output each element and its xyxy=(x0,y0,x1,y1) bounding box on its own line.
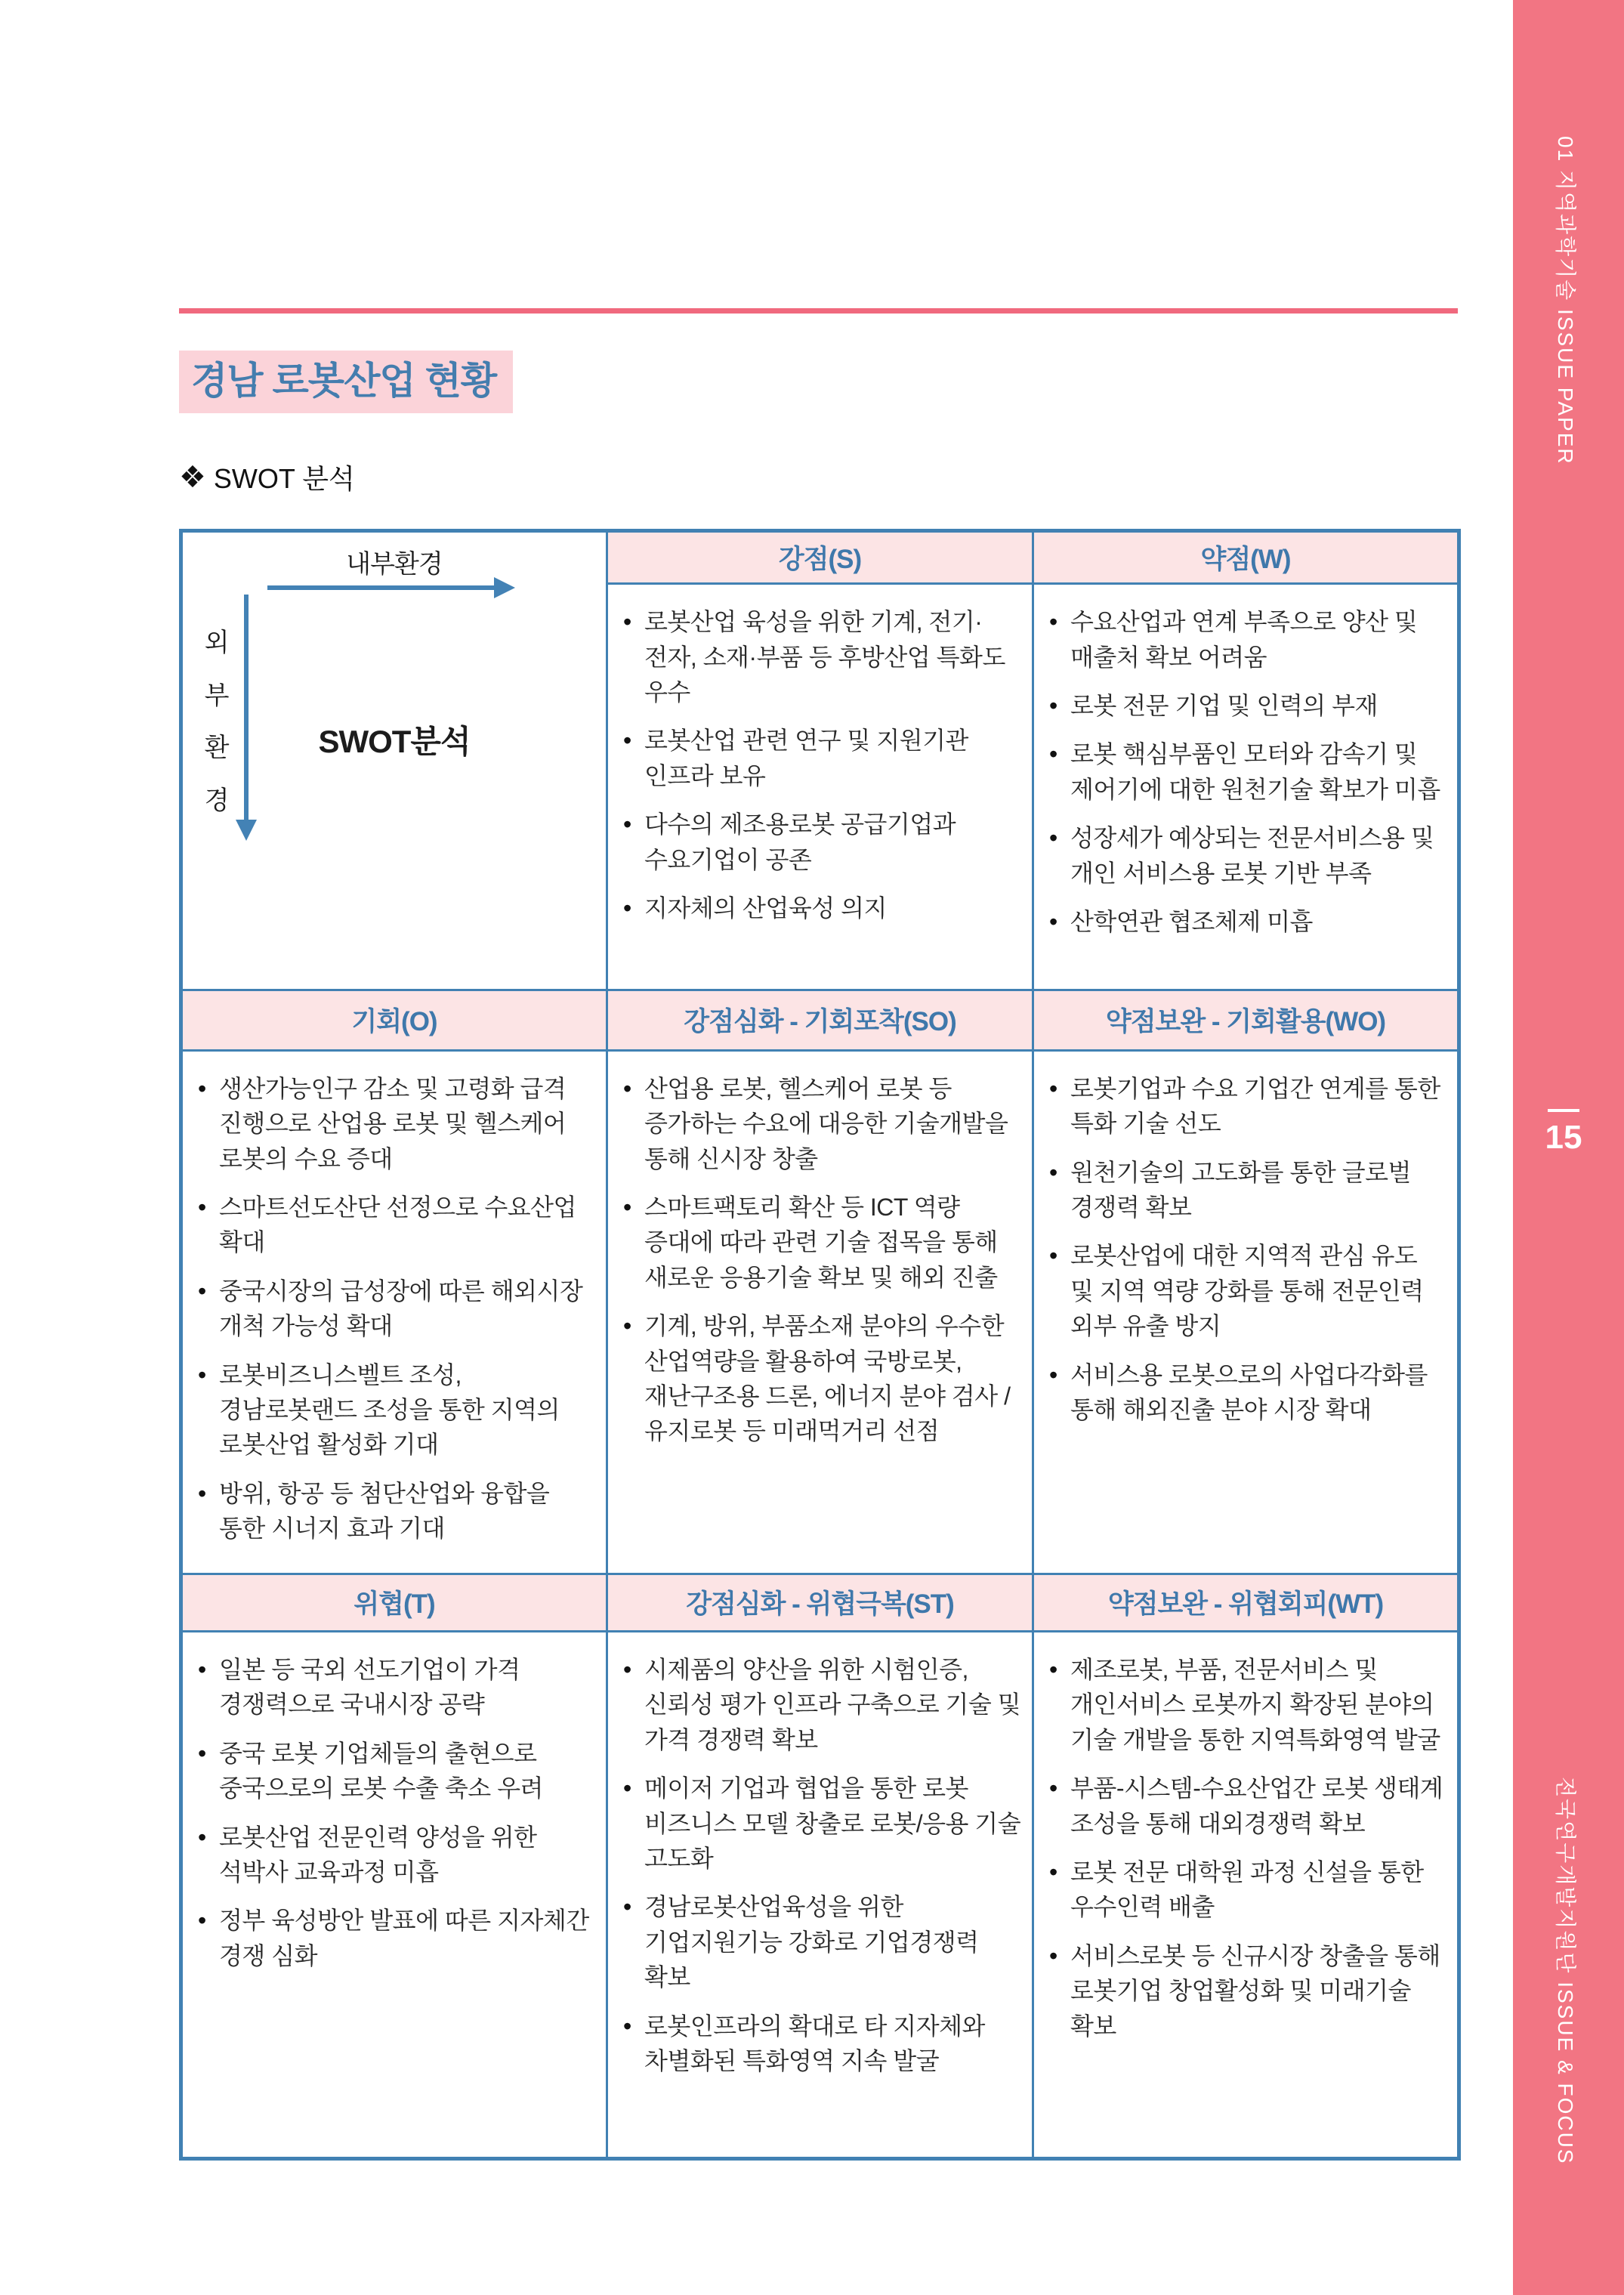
swot-corner-diagram xyxy=(183,533,606,989)
list-item-text: 성장세가 예상되는 전문서비스용 및 개인 서비스용 로봇 기반 부족 xyxy=(1070,824,1434,887)
opportunity-list xyxy=(195,1071,595,1546)
list-item-text: 로봇 전문 대학원 과정 신설을 통한 우수인력 배출 xyxy=(1070,1858,1424,1921)
bullet-icon: • xyxy=(623,1312,631,1340)
bullet-icon: • xyxy=(198,1361,206,1388)
bullet-icon: • xyxy=(198,1823,206,1851)
bullet-icon: • xyxy=(1049,1656,1057,1684)
table-row-header-sw xyxy=(181,531,1459,584)
bullet-icon: • xyxy=(623,1656,631,1684)
list-item xyxy=(1046,604,1446,675)
bullet-icon: • xyxy=(198,1739,206,1767)
list-item-text: 방위, 항공 등 첨단산업와 융합을 통한 시너지 효과 기대 xyxy=(219,1479,550,1543)
list-item-text: 산업용 로봇, 헬스케어 로봇 등 증가하는 수요에 대응한 기술개발을 통해 신시장 창출 xyxy=(644,1074,1008,1172)
list-item xyxy=(195,1736,595,1806)
bullet-icon: • xyxy=(1049,1858,1057,1886)
bullet-icon: • xyxy=(198,1907,206,1935)
header-so: 강점심화 - 기회포착(SO) xyxy=(607,990,1033,1050)
list-item xyxy=(195,1903,595,1973)
list-item-text: 중국시장의 급성장에 따른 해외시장 개척 가능성 확대 xyxy=(219,1277,583,1340)
list-item-text: 로봇산업 육성을 위한 기계, 전기·전자, 소재·부품 등 후방산업 특화도 우수 xyxy=(644,608,1005,706)
list-item xyxy=(620,1652,1021,1757)
list-item xyxy=(620,1071,1021,1176)
bullet-icon: • xyxy=(623,1074,631,1102)
list-item-text: 수요산업과 연계 부족으로 양산 및 매출처 확보 어려움 xyxy=(1070,608,1418,671)
list-item-text: 제조로봇, 부품, 전문서비스 및 개인서비스 로봇까지 확장된 분야의 기술 개발을 통한 지역특화영역 발굴 xyxy=(1070,1656,1440,1753)
wo-list xyxy=(1046,1071,1446,1428)
internal-env-label: 내부환경 xyxy=(346,550,443,579)
bullet-icon: • xyxy=(198,1656,206,1684)
list-item xyxy=(1046,904,1446,939)
bullet-icon: • xyxy=(623,894,631,922)
table-row-header-t xyxy=(181,1574,1459,1631)
bullet-icon: • xyxy=(198,1074,206,1102)
list-item xyxy=(620,807,1021,877)
list-item xyxy=(1046,1358,1446,1428)
list-item-text: 정부 육성방안 발표에 따른 지자체간 경쟁 심화 xyxy=(219,1907,589,1969)
list-item xyxy=(195,1820,595,1890)
sidebar-bottom-label: 전국연구개발지원단 ISSUE & FOCUS xyxy=(1554,1777,1577,2165)
bullet-icon: • xyxy=(623,1775,631,1802)
bullet-icon: • xyxy=(623,1893,631,1921)
header-weakness: 약점(W) xyxy=(1033,531,1459,584)
list-item-text: 로봇산업 전문인력 양성을 위한 석박사 교육과정 미흡 xyxy=(219,1823,537,1886)
cell-threat xyxy=(181,1632,607,2159)
list-item xyxy=(1046,1071,1446,1141)
list-item-text: 기계, 방위, 부품소재 분야의 우수한 산업역량을 활용하여 국방로봇, 재난구조용 드론, 에너지 분야 검사 / 유지로봇 등 미래먹거리 선점 xyxy=(644,1312,1011,1445)
list-item xyxy=(620,1889,1021,1994)
list-item-text: 원천기술의 고도화를 통한 글로벌 경쟁력 확보 xyxy=(1070,1158,1411,1222)
bullet-icon: • xyxy=(198,1479,206,1507)
page-number: 15 xyxy=(1545,1119,1582,1156)
header-wo: 약점보완 - 기회활용(WO) xyxy=(1033,990,1459,1050)
bullet-icon: • xyxy=(1049,608,1057,636)
bullet-icon: • xyxy=(198,1277,206,1305)
wt-list xyxy=(1046,1652,1446,2043)
bullet-icon: • xyxy=(623,1194,631,1222)
top-rule xyxy=(179,308,1458,314)
list-item xyxy=(1046,1238,1446,1343)
list-item xyxy=(195,1274,595,1344)
list-item-text: 로봇기업과 수요 기업간 연계를 통한 특화 기술 선도 xyxy=(1070,1074,1440,1138)
list-item xyxy=(1046,688,1446,723)
list-item-text: 로봇산업 관련 연구 및 지원기관 인프라 보유 xyxy=(644,727,968,789)
list-item-text: 로봇 전문 기업 및 인력의 부재 xyxy=(1070,692,1378,720)
list-item-text: 서비스용 로봇으로의 사업다각화를 통해 해외진출 분야 시장 확대 xyxy=(1070,1361,1428,1423)
page-number-rule xyxy=(1548,1109,1579,1112)
bullet-icon: • xyxy=(1049,824,1057,852)
list-item-text: 스마트팩토리 확산 등 ICT 역량 증대에 따라 관련 기술 접목을 통해 새로운 응용기술 확보 및 해외 진출 xyxy=(644,1194,998,1291)
list-item-text: 로봇산업에 대한 지역적 관심 유도 및 지역 역량 강화를 통해 전문인력 외부 유출 방지 xyxy=(1070,1242,1424,1340)
list-item xyxy=(195,1071,595,1176)
list-item-text: 중국 로봇 기업체들의 출현으로 중국으로의 로봇 수출 축소 우려 xyxy=(219,1739,543,1802)
list-item-text: 지자체의 산업육성 의지 xyxy=(644,894,887,922)
bullet-icon: • xyxy=(1049,740,1057,768)
cell-st xyxy=(607,1632,1033,2159)
header-st: 강점심화 - 위협극복(ST) xyxy=(607,1574,1033,1631)
bullet-icon: • xyxy=(1049,1775,1057,1802)
bullet-icon: • xyxy=(1049,1242,1057,1270)
list-item xyxy=(1046,1652,1446,1757)
list-item-text: 경남로봇산업육성을 위한 기업지원기능 강화로 기업경쟁력 확보 xyxy=(644,1893,979,1991)
list-item-text: 메이저 기업과 협업을 통한 로봇 비즈니스 모델 창출로 로봇/응용 기술 고도화 xyxy=(644,1775,1021,1872)
list-item xyxy=(195,1190,595,1260)
section-heading xyxy=(179,458,355,496)
external-env-label: 외부환경 xyxy=(204,629,230,816)
cell-wo xyxy=(1033,1050,1459,1574)
list-item xyxy=(620,723,1021,793)
cell-strength xyxy=(607,584,1033,990)
header-wt: 약점보완 - 위협회피(WT) xyxy=(1033,1574,1459,1631)
bullet-icon: • xyxy=(198,1194,206,1222)
swot-table xyxy=(179,529,1461,2161)
list-item xyxy=(620,1308,1021,1449)
list-item xyxy=(620,891,1021,925)
list-item-text: 산학연관 협조체제 미흡 xyxy=(1070,908,1313,936)
list-item-text: 로봇인프라의 확대로 타 지자체와 차별화된 특화영역 지속 발굴 xyxy=(644,2012,985,2074)
header-opportunity: 기회(O) xyxy=(181,990,607,1050)
list-item-text: 로봇 핵심부품인 모터와 감속기 및 제어기에 대한 원천기술 확보가 미흡 xyxy=(1070,740,1440,803)
list-item xyxy=(620,1190,1021,1295)
swot-corner-cell xyxy=(181,531,607,990)
list-item xyxy=(620,604,1021,709)
bullet-icon: • xyxy=(1049,1361,1057,1388)
bullet-icon: • xyxy=(623,2012,631,2040)
table-row-content-t xyxy=(181,1632,1459,2159)
st-list xyxy=(620,1652,1021,2078)
list-item xyxy=(195,1652,595,1722)
table-row-content-o xyxy=(181,1050,1459,1574)
section-title: SWOT 분석 xyxy=(213,463,355,494)
list-item xyxy=(620,1771,1021,1876)
so-list xyxy=(620,1071,1021,1449)
cell-weakness xyxy=(1033,584,1459,990)
list-item xyxy=(1046,1155,1446,1225)
sidebar-top-label: 01 지역과학기술 ISSUE PAPER xyxy=(1554,136,1577,465)
list-item-text: 시제품의 양산을 위한 시험인증, 신뢰성 평가 인프라 구축으로 기술 및 가격 경쟁력 확보 xyxy=(644,1656,1021,1753)
table-row-header-o xyxy=(181,990,1459,1050)
list-item-text: 로봇비즈니스벨트 조성, 경남로봇랜드 조성을 통한 지역의 로봇산업 활성화 기대 xyxy=(219,1361,560,1459)
list-item xyxy=(195,1358,595,1463)
bullet-icon: • xyxy=(1049,1074,1057,1102)
list-item xyxy=(1046,820,1446,891)
list-item xyxy=(1046,1771,1446,1841)
threat-list xyxy=(195,1652,595,1973)
bullet-icon: • xyxy=(623,727,631,755)
bullet-icon: • xyxy=(1049,692,1057,720)
bullet-icon: • xyxy=(1049,908,1057,936)
page-number-block xyxy=(1513,1109,1614,1154)
list-item-text: 일본 등 국외 선도기업이 가격 경쟁력으로 국내시장 공략 xyxy=(219,1656,520,1719)
list-item xyxy=(620,2009,1021,2079)
list-item-text: 생산가능인구 감소 및 고령화 급격 진행으로 산업용 로봇 및 헬스케어 로봇의 수요 증대 xyxy=(219,1074,567,1172)
bullet-icon: • xyxy=(623,608,631,636)
list-item xyxy=(1046,1855,1446,1925)
list-item-text: 다수의 제조용로봇 공급기업과 수요기업이 공존 xyxy=(644,811,956,873)
sidebar xyxy=(1513,0,1624,2295)
list-item xyxy=(195,1476,595,1546)
strength-list xyxy=(620,604,1021,925)
header-strength: 강점(S) xyxy=(607,531,1033,584)
down-arrow-head-icon xyxy=(236,820,257,841)
bullet-icon: • xyxy=(1049,1158,1057,1186)
weakness-list xyxy=(1046,604,1446,939)
cell-so xyxy=(607,1050,1033,1574)
down-arrow-icon xyxy=(244,595,249,821)
list-item xyxy=(1046,1938,1446,2043)
list-item-text: 스마트선도산단 선정으로 수요산업 확대 xyxy=(219,1194,576,1256)
bullet-icon: • xyxy=(1049,1941,1057,1969)
header-threat: 위협(T) xyxy=(181,1574,607,1631)
bullet-icon: • xyxy=(623,811,631,839)
right-arrow-head-icon xyxy=(494,577,515,598)
cell-opportunity xyxy=(181,1050,607,1574)
list-item-text: 부품-시스템-수요산업간 로봇 생태계 조성을 통해 대외경쟁력 확보 xyxy=(1070,1775,1443,1837)
list-item xyxy=(1046,737,1446,807)
right-arrow-icon xyxy=(267,585,496,590)
cell-wt xyxy=(1033,1632,1459,2159)
list-item-text: 서비스로봇 등 신규시장 창출을 통해 로봇기업 창업활성화 및 미래기술 확보 xyxy=(1070,1941,1440,2040)
page-title: 경남 로봇산업 현황 xyxy=(179,351,513,413)
diamond-bullet-icon: ❖ xyxy=(179,460,206,494)
swot-center-label: SWOT분석 xyxy=(318,724,471,759)
